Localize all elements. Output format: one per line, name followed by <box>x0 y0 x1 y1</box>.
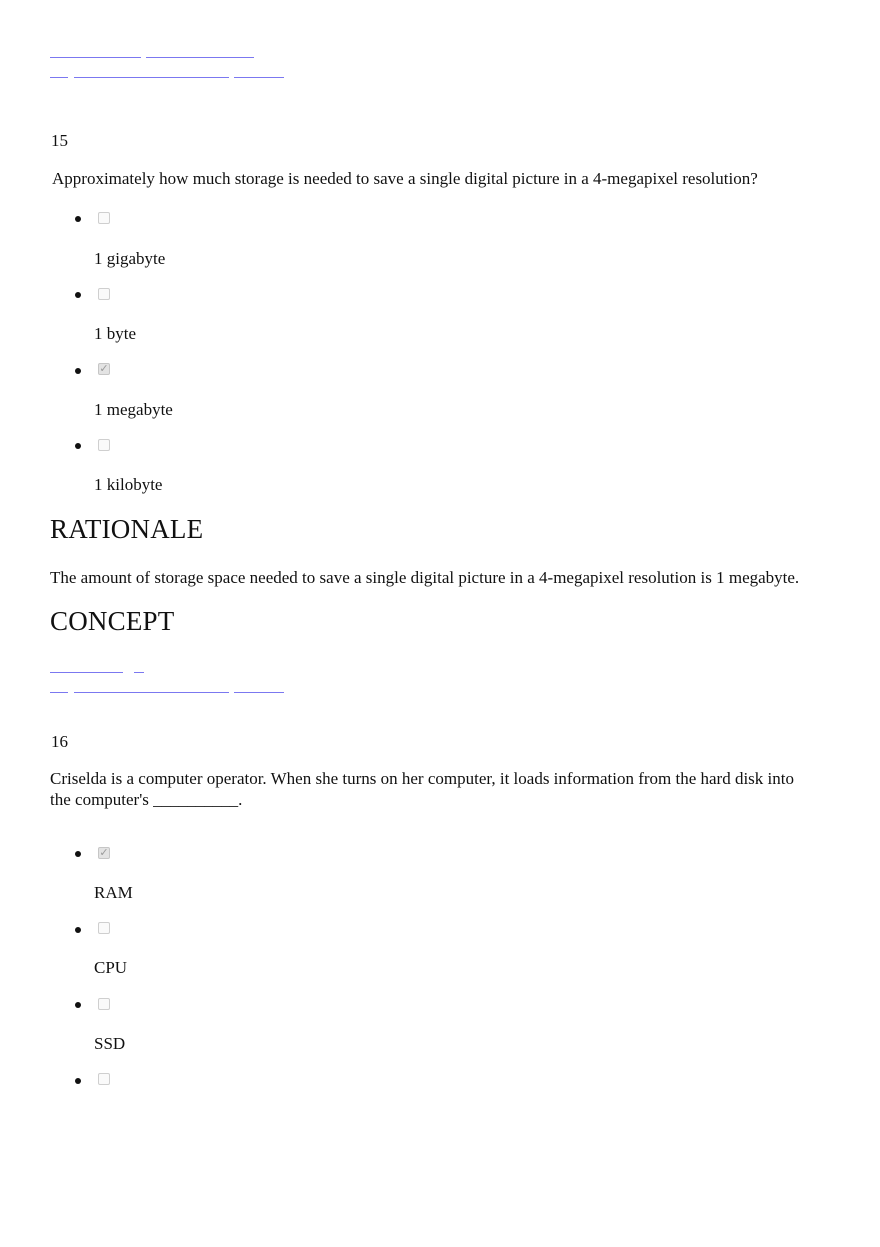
option-label: 1 gigabyte <box>94 249 166 268</box>
concept-heading: CONCEPT <box>50 606 175 636</box>
option-label: CPU <box>94 958 128 977</box>
bullet <box>75 1078 81 1084</box>
top-link-2[interactable] <box>146 57 254 58</box>
option-checkbox[interactable] <box>98 1073 110 1085</box>
rationale-heading: RATIONALE <box>50 514 204 544</box>
concept-link-5[interactable] <box>234 692 284 693</box>
option-checkbox-checked[interactable]: ✓ <box>99 846 109 859</box>
concept-link-2[interactable] <box>134 672 144 673</box>
option-checkbox[interactable] <box>98 212 110 224</box>
bullet <box>75 1002 81 1008</box>
question-number: 15 <box>51 131 68 150</box>
option-checkbox[interactable] <box>98 288 110 300</box>
option-label: 1 kilobyte <box>94 475 163 494</box>
bullet <box>75 927 81 933</box>
top-link-4[interactable] <box>74 77 229 78</box>
option-checkbox-checked[interactable]: ✓ <box>99 362 109 375</box>
question-text-line-2: the computer's __________. <box>50 790 243 809</box>
concept-link-3[interactable] <box>50 692 68 693</box>
bullet <box>75 292 81 298</box>
bullet <box>75 443 81 449</box>
option-label: 1 byte <box>94 324 137 343</box>
bullet <box>75 216 81 222</box>
option-label: SSD <box>94 1034 126 1053</box>
option-label: 1 megabyte <box>94 400 173 419</box>
concept-link-1[interactable] <box>50 672 123 673</box>
question-text-line-1: Criselda is a computer operator. When she turns on her computer, it loads information from the hard disk into <box>50 769 794 788</box>
question-number: 16 <box>51 732 68 751</box>
concept-link-4[interactable] <box>74 692 229 693</box>
option-checkbox[interactable] <box>98 998 110 1010</box>
bullet <box>75 851 81 857</box>
option-checkbox[interactable] <box>98 922 110 934</box>
top-link-1[interactable] <box>50 57 141 58</box>
bullet <box>75 368 81 374</box>
top-link-5[interactable] <box>234 77 284 78</box>
top-link-3[interactable] <box>50 77 68 78</box>
question-text: Approximately how much storage is needed to save a single digital picture in a 4-megapixel resolution? <box>52 169 758 188</box>
rationale-text: The amount of storage space needed to save a single digital picture in a 4-megapixel resolution is 1 megabyte. <box>50 568 800 587</box>
option-checkbox[interactable] <box>98 439 110 451</box>
option-label: RAM <box>94 883 133 902</box>
